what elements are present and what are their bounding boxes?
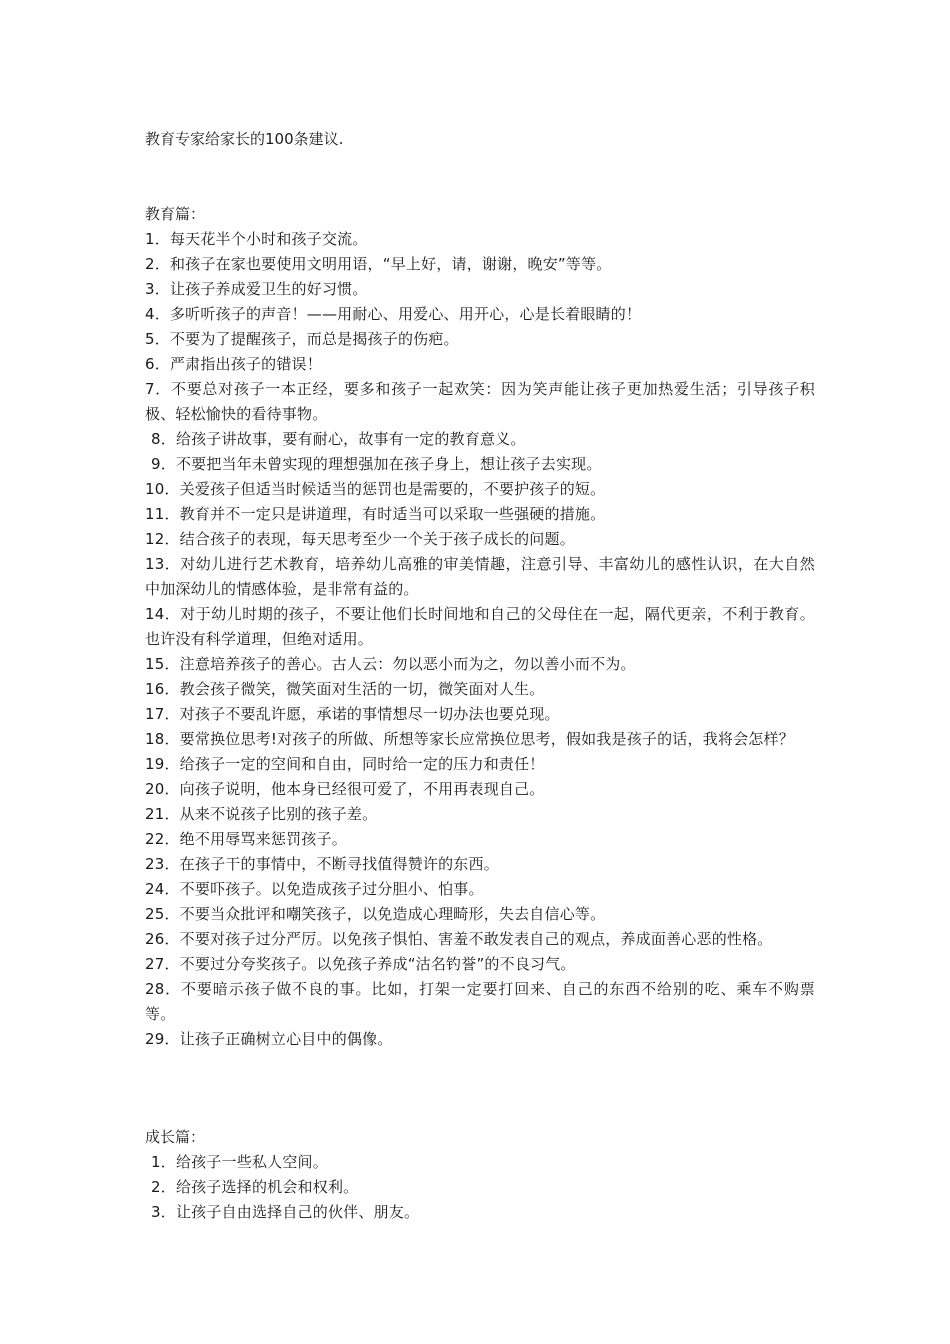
education-list-item: 1．每天花半个小时和孩子交流。 — [145, 230, 368, 248]
education-item-list — [145, 227, 815, 1052]
growth-list-item: 1．给孩子一些私人空间。 — [151, 1153, 328, 1171]
education-list-item: 25．不要当众批评和嘲笑孩子，以免造成心理畸形，失去自信心等。 — [145, 905, 606, 923]
education-list-item: 8．给孩子讲故事，要有耐心，故事有一定的教育意义。 — [151, 430, 526, 448]
education-list-item: 15．注意培养孩子的善心。古人云：勿以恶小而为之，勿以善小而不为。 — [145, 655, 636, 673]
education-heading: 教育篇： — [145, 205, 206, 223]
education-list-item: 29．让孩子正确树立心目中的偶像。 — [145, 1030, 393, 1048]
education-list-item: 22．绝不用辱骂来惩罚孩子。 — [145, 830, 347, 848]
education-list-item: 12．结合孩子的表现，每天思考至少一个关于孩子成长的问题。 — [145, 530, 575, 548]
growth-heading: 成长篇： — [145, 1128, 206, 1146]
education-list-item: 9．不要把当年未曾实现的理想强加在孩子身上，想让孩子去实现。 — [151, 455, 602, 473]
education-list-item: 24．不要吓孩子。以免造成孩子过分胆小、怕事。 — [145, 880, 484, 898]
education-section — [145, 202, 815, 1052]
education-list-item: 21．从来不说孩子比别的孩子差。 — [145, 805, 378, 823]
education-list-item: 20．向孩子说明，他本身已经很可爱了，不用再表现自己。 — [145, 780, 545, 798]
growth-item-list — [145, 1150, 815, 1225]
education-list-item: 14．对于幼儿时期的孩子，不要让他们长时间地和自己的父母住在一起，隔代更亲，不利于教育。也许没有科学道理，但绝对适用。 — [145, 605, 815, 648]
education-list-item: 6．严肃指出孩子的错误！ — [145, 355, 322, 373]
growth-section — [145, 1125, 815, 1225]
education-list-item: 26．不要对孩子过分严厉。以免孩子惧怕、害羞不敢发表自己的观点，养成面善心恶的性格。 — [145, 930, 773, 948]
education-list-item: 10．关爱孩子但适当时候适当的惩罚也是需要的，不要护孩子的短。 — [145, 480, 606, 498]
education-list-item: 5．不要为了提醒孩子，而总是揭孩子的伤疤。 — [145, 330, 459, 348]
education-list-item: 18．要常换位思考!对孩子的所做、所想等家长应常换位思考，假如我是孩子的话，我将会怎样？ — [145, 730, 794, 748]
education-list-item: 23．在孩子干的事情中，不断寻找值得赞许的东西。 — [145, 855, 499, 873]
education-list-item: 4．多听听孩子的声音！——用耐心、用爱心、用开心，心是长着眼睛的！ — [145, 305, 642, 323]
education-list-item: 13．对幼儿进行艺术教育，培养幼儿高雅的审美情趣，注意引导、丰富幼儿的感性认识，在大自然中加深幼儿的情感体验，是非常有益的。 — [145, 555, 815, 598]
education-list-item: 3．让孩子养成爱卫生的好习惯。 — [145, 280, 368, 298]
education-list-item: 28．不要暗示孩子做不良的事。比如，打架一定要打回来、自己的东西不给别的吃、乘车不购票等。 — [145, 980, 815, 1023]
education-list-item: 19．给孩子一定的空间和自由，同时给一定的压力和责任！ — [145, 755, 545, 773]
education-list-item: 11．教育并不一定只是讲道理，有时适当可以采取一些强硬的措施。 — [145, 505, 606, 523]
growth-list-item: 2．给孩子选择的机会和权利。 — [151, 1178, 359, 1196]
document-title: 教育专家给家长的100条建议. — [145, 130, 344, 148]
education-list-item: 7．不要总对孩子一本正经，要多和孩子一起欢笑：因为笑声能让孩子更加热爱生活；引导孩子积极、轻松愉快的看待事物。 — [145, 380, 815, 423]
education-list-item: 17．对孩子不要乱许愿，承诺的事情想尽一切办法也要兑现。 — [145, 705, 560, 723]
education-list-item: 27．不要过分夸奖孩子。以免孩子养成“沽名钓誉”的不良习气。 — [145, 955, 576, 973]
growth-list-item: 3．让孩子自由选择自己的伙伴、朋友。 — [151, 1203, 420, 1221]
education-list-item: 2．和孩子在家也要使用文明用语，“早上好，请，谢谢，晚安”等等。 — [145, 255, 612, 273]
education-list-item: 16．教会孩子微笑，微笑面对生活的一切，微笑面对人生。 — [145, 680, 545, 698]
